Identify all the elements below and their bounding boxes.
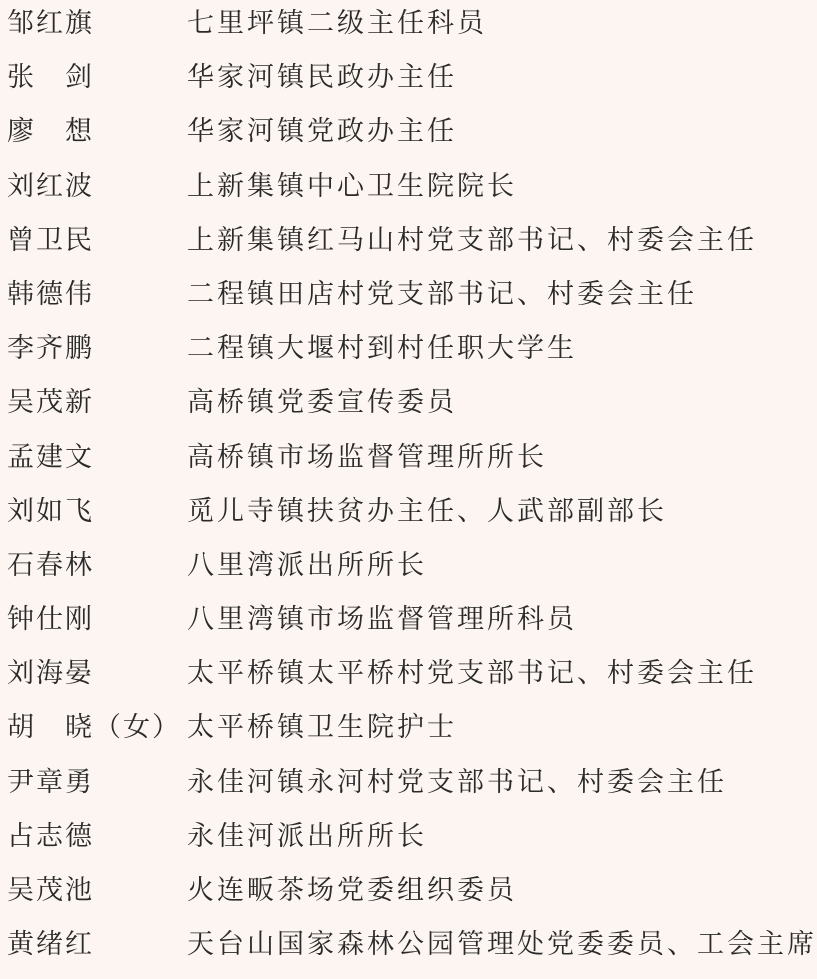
person-name: 吴茂池	[7, 875, 94, 906]
person-title: 二程镇大堰村到村任职大学生	[187, 333, 577, 365]
person-name: 尹章勇	[7, 766, 94, 798]
person-title: 八里湾镇市场监督管理所科员	[187, 604, 577, 636]
list-item	[0, 542, 817, 596]
person-title: 七里坪镇二级主任科员	[187, 8, 487, 39]
person-title: 上新集镇中心卫生院院长	[187, 170, 517, 202]
person-title: 华家河镇民政办主任	[187, 62, 457, 94]
person-name: 黄绪红	[7, 929, 94, 961]
list-item	[0, 704, 817, 758]
person-name: 张 剑	[7, 62, 94, 94]
person-name: 邹红旗	[7, 8, 94, 39]
list-item	[0, 217, 817, 271]
list-item	[0, 108, 817, 162]
list-item	[0, 271, 817, 325]
person-name: 刘海晏	[7, 658, 94, 690]
list-item	[0, 596, 817, 650]
list-item	[0, 379, 817, 433]
person-title: 火连畈茶场党委组织委员	[187, 875, 517, 906]
person-name: 廖 想	[7, 116, 94, 148]
list-item	[0, 650, 817, 704]
list-item	[0, 163, 817, 217]
person-title: 太平桥镇卫生院护士	[187, 712, 457, 744]
person-name: 曾卫民	[7, 224, 94, 256]
person-title: 太平桥镇太平桥村党支部书记、村委会主任	[187, 658, 757, 690]
person-title: 上新集镇红马山村党支部书记、村委会主任	[187, 224, 757, 256]
person-name: 韩德伟	[7, 278, 94, 310]
list-item	[0, 759, 817, 813]
list-item	[0, 0, 817, 54]
person-title: 天台山国家森林公园管理处党委委员、工会主席	[187, 929, 817, 961]
person-title: 八里湾派出所所长	[187, 549, 427, 581]
person-title: 二程镇田店村党支部书记、村委会主任	[187, 278, 697, 310]
person-name: 胡 晓（女）	[7, 712, 181, 744]
person-name: 石春林	[7, 549, 94, 581]
person-name: 占志德	[7, 820, 94, 852]
list-item	[0, 434, 817, 488]
person-name: 李齐鹏	[7, 333, 94, 365]
list-item	[0, 867, 817, 921]
list-item	[0, 54, 817, 108]
person-title: 永佳河派出所所长	[187, 820, 427, 852]
person-title: 高桥镇党委宣传委员	[187, 387, 457, 419]
person-name: 吴茂新	[7, 387, 94, 419]
person-name: 刘如飞	[7, 495, 94, 527]
list-item	[0, 488, 817, 542]
person-title: 华家河镇党政办主任	[187, 116, 457, 148]
list-item	[0, 813, 817, 867]
list-item	[0, 325, 817, 379]
person-name: 刘红波	[7, 170, 94, 202]
list-item	[0, 921, 817, 975]
person-title: 永佳河镇永河村党支部书记、村委会主任	[187, 766, 727, 798]
person-name: 钟仕刚	[7, 604, 94, 636]
person-name: 孟建文	[7, 441, 94, 473]
person-title: 高桥镇市场监督管理所所长	[187, 441, 547, 473]
person-title: 觅儿寺镇扶贫办主任、人武部副部长	[187, 495, 667, 527]
